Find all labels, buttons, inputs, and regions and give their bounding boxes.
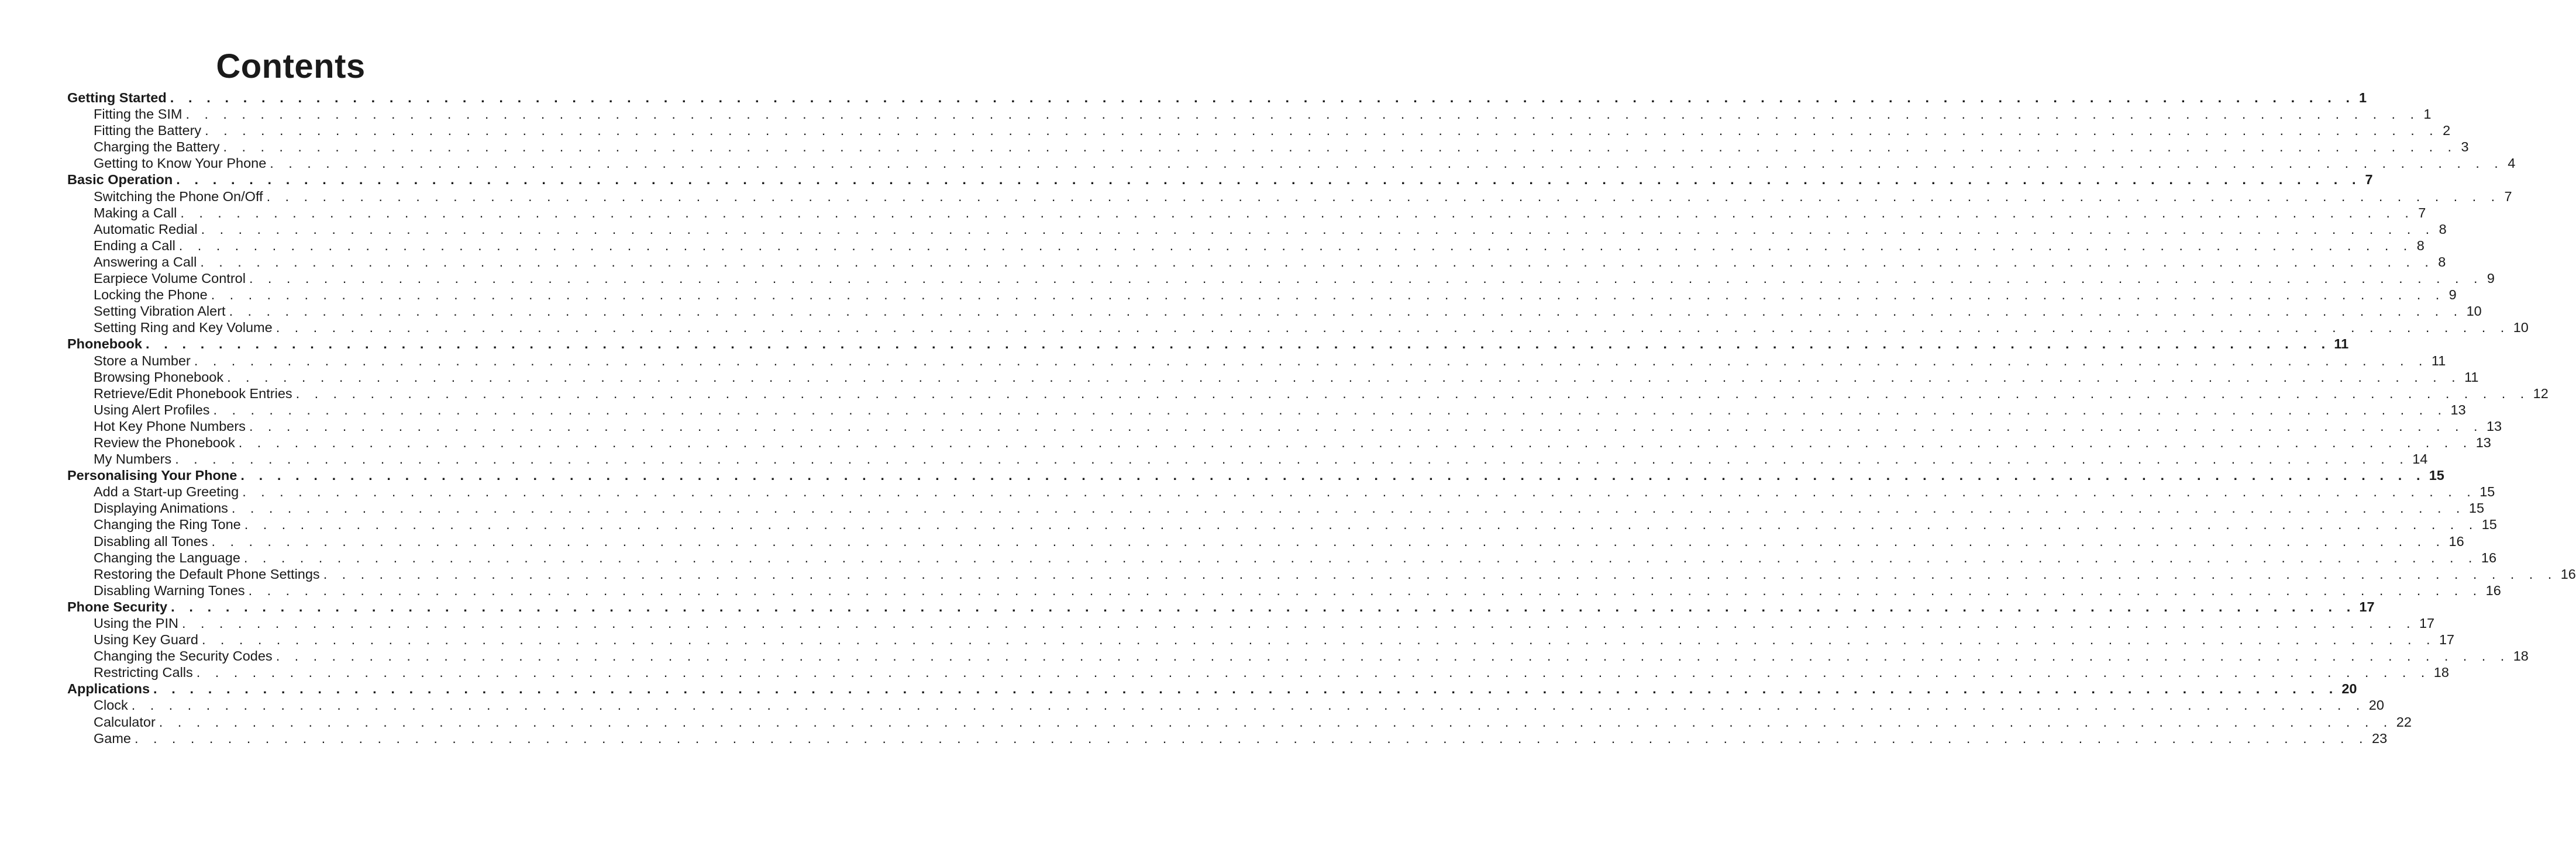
toc-section-entry[interactable] [67, 467, 2444, 483]
dot-leader: . . . . . . . . . . . . . . . . . . . . . . . . . . . . . . . . . . . . . . . . . . . . . . . . . . . . . . . . . . . . . . . . . . . . . . . . . . . . . . . . . . . . . . . . . . . . . . . . . . . . . . . . . . . . . . . . . . . . . . . . [185, 106, 2420, 122]
toc-entry-label: Ending a Call [94, 237, 175, 253]
toc-entry-page-number: 17 [2419, 616, 2435, 631]
toc-entry-page-number: 8 [2438, 254, 2446, 270]
dot-leader: . . . . . . . . . . . . . . . . . . . . . . . . . . . . . . . . . . . . . . . . . . . . . . . . . . . . . . . . . . . . . . . . . . . . . . . . . . . . . . . . . . . . . . . . . . . . . . . . . . . . . . . . . . . . . . . . . . . . . . . . [229, 303, 2463, 319]
toc-entry-label: Phonebook [67, 336, 142, 352]
toc-entry-label: Calculator [94, 714, 156, 730]
toc-entry-label: Fitting the SIM [94, 106, 182, 122]
toc-entry-page-number: 8 [2439, 221, 2447, 237]
toc-entry-label: Applications [67, 681, 150, 697]
toc-entry-page-number: 9 [2448, 287, 2457, 303]
dot-leader: . . . . . . . . . . . . . . . . . . . . . . . . . . . . . . . . . . . . . . . . . . . . . . . . . . . . . . . . . . . . . . . . . . . . . . . . . . . . . . . . . . . . . . . . . . . . . . . . . . . . . . . . . . . . . . . . . . . . . . . . [211, 533, 2446, 549]
toc-entry-page-number: 16 [2560, 566, 2576, 582]
toc-entry-page-number: 16 [2481, 550, 2497, 565]
dot-leader: . . . . . . . . . . . . . . . . . . . . . . . . . . . . . . . . . . . . . . . . . . . . . . . . . . . . . . . . . . . . . . . . . . . . . . . . . . . . . . . . . . . . . . . . . . . . . . . . . . . . . . . . . . . . . . . . . . . . . . . . [249, 418, 2483, 434]
toc-entry-label: Personalising Your Phone [67, 468, 237, 483]
toc-entry[interactable] [67, 402, 2466, 418]
toc-entry[interactable] [67, 319, 2529, 336]
toc-section-entry[interactable] [67, 336, 2349, 352]
toc-entry[interactable] [67, 500, 2485, 516]
toc-entry[interactable] [67, 483, 2495, 500]
toc-entry-page-number: 23 [2372, 730, 2388, 746]
dot-leader: . . . . . . . . . . . . . . . . . . . . . . . . . . . . . . . . . . . . . . . . . . . . . . . . . . . . . . . . . . . . . . . . . . . . . . . . . . . . . . . . . . . . . . . . . . . . . . . . . . . . . . . . . . . . . . . . . . . . . . . . [295, 385, 2530, 401]
toc-entry-label: Phone Security [67, 599, 168, 614]
toc-entry-label: Using the PIN [94, 616, 178, 631]
toc-entry[interactable] [67, 270, 2495, 286]
dot-leader: . . . . . . . . . . . . . . . . . . . . . . . . . . . . . . . . . . . . . . . . . . . . . . . . . . . . . . . . . . . . . . . . . . . . . . . . . . . . . . . . . . . . . . . . . . . . . . . . . . . . . . . . . . . . . . . . . . . . . . . . [171, 599, 2356, 614]
toc-entry[interactable] [67, 385, 2549, 402]
toc-entry-label: Setting Vibration Alert [94, 303, 226, 319]
toc-entry-label: Disabling all Tones [94, 533, 208, 549]
toc-entry-label: Switching the Phone On/Off [94, 188, 263, 204]
toc-section-entry[interactable] [67, 680, 2357, 697]
toc-entry-page-number: 17 [2439, 632, 2455, 648]
toc-entry-page-number: 15 [2468, 500, 2485, 516]
dot-leader: . . . . . . . . . . . . . . . . . . . . . . . . . . . . . . . . . . . . . . . . . . . . . . . . . . . . . . . . . . . . . . . . . . . . . . . . . . . . . . . . . . . . . . . . . . . . . . . . . . . . . . . . . . . . . . . . . . . . . . . . [213, 402, 2447, 417]
toc-entry-label: Changing the Language [94, 550, 240, 565]
toc-entry-label: Store a Number [94, 353, 191, 368]
toc-entry-label: Answering a Call [94, 254, 197, 270]
toc-entry-label: Changing the Ring Tone [94, 517, 241, 533]
toc-entry-page-number: 10 [2466, 303, 2482, 319]
dot-leader: . . . . . . . . . . . . . . . . . . . . . . . . . . . . . . . . . . . . . . . . . . . . . . . . . . . . . . . . . . . . . . . . . . . . . . . . . . . . . . . . . . . . . . . . . . . . . . . . . . . . . . . . . . . . . . . . . . . . . . . . [145, 336, 2331, 352]
toc-entry-page-number: 10 [2513, 320, 2529, 336]
toc-entry[interactable] [67, 533, 2464, 550]
toc-entry-page-number: 13 [2486, 418, 2502, 434]
toc-entry-label: Basic Operation [67, 172, 173, 188]
toc-section-entry[interactable] [67, 89, 2367, 106]
toc-entry-label: Fitting the Battery [94, 123, 202, 139]
toc-entry[interactable] [67, 303, 2482, 319]
dot-leader: . . . . . . . . . . . . . . . . . . . . . . . . . . . . . . . . . . . . . . . . . . . . . . . . . . . . . . . . . . . . . . . . . . . . . . . . . . . . . . . . . . . . . . . . . . . . . . . . . . . . . . . . . . . . . . . . . . . . . . . . [270, 156, 2504, 171]
dot-leader: . . . . . . . . . . . . . . . . . . . . . . . . . . . . . . . . . . . . . . . . . . . . . . . . . . . . . . . . . . . . . . . . . . . . . . . . . . . . . . . . . . . . . . . . . . . . . . . . . . . . . . . . . . . . . . . . . . . . . . . . [275, 648, 2510, 664]
toc-entry-label: Restricting Calls [94, 665, 193, 680]
toc-entry-page-number: 22 [2396, 714, 2412, 730]
toc-entry-page-number: 8 [2416, 237, 2425, 253]
toc-entry-page-number: 17 [2359, 599, 2375, 614]
toc-entry-page-number: 4 [2508, 156, 2516, 171]
toc-entry[interactable] [67, 369, 2479, 385]
toc-entry-page-number: 11 [2334, 336, 2349, 352]
toc-section-entry[interactable] [67, 599, 2375, 615]
toc-entry-label: Game [94, 730, 131, 746]
dot-leader: . . . . . . . . . . . . . . . . . . . . . . . . . . . . . . . . . . . . . . . . . . . . . . . . . . . . . . . . . . . . . . . . . . . . . . . . . . . . . . . . . . . . . . . . . . . . . . . . . . . . . . . . . . . . . . . . . . . . . . . . [223, 139, 2457, 155]
toc-entry[interactable] [67, 139, 2469, 155]
toc-entry-label: Disabling Warning Tones [94, 582, 245, 598]
toc-entry-page-number: 12 [2533, 385, 2549, 401]
toc-entry-label: Locking the Phone [94, 287, 208, 303]
toc-entry-page-number: 16 [2485, 582, 2501, 598]
toc-entry[interactable] [67, 730, 2388, 747]
toc-entry-page-number: 9 [2487, 271, 2495, 286]
dot-leader: . . . . . . . . . . . . . . . . . . . . . . . . . . . . . . . . . . . . . . . . . . . . . . . . . . . . . . . . . . . . . . . . . . . . . . . . . . . . . . . . . . . . . . . . . . . . . . . . . . . . . . . . . . . . . . . . . . . . . . . . [231, 500, 2465, 516]
toc-entry[interactable] [67, 106, 2432, 122]
dot-leader: . . . . . . . . . . . . . . . . . . . . . . . . . . . . . . . . . . . . . . . . . . . . . . . . . . . . . . . . . . . . . . . . . . . . . . . . . . . . . . . . . . . . . . . . . . . . . . . . . . . . . . . . . . . . . . . . . . . . . . . . [243, 550, 2478, 565]
toc-entry-page-number: 15 [2481, 517, 2497, 533]
toc-entry-page-number: 7 [2365, 172, 2373, 188]
toc-entry[interactable] [67, 550, 2497, 566]
toc-entry-page-number: 16 [2448, 533, 2464, 549]
dot-leader: . . . . . . . . . . . . . . . . . . . . . . . . . . . . . . . . . . . . . . . . . . . . . . . . . . . . . . . . . . . . . . . . . . . . . . . . . . . . . . . . . . . . . . . . . . . . . . . . . . . . . . . . . . . . . . . . . . . . . . . . [211, 287, 2445, 303]
toc-entry[interactable] [67, 237, 2425, 254]
toc-entry-label: Making a Call [94, 205, 177, 220]
dot-leader: . . . . . . . . . . . . . . . . . . . . . . . . . . . . . . . . . . . . . . . . . . . . . . . . . . . . . . . . . . . . . . . . . . . . . . . . . . . . . . . . . . . . . . . . . . . . . . . . . . . . . . . . . . . . . . . . . . . . . . . . [170, 90, 2355, 105]
dot-leader: . . . . . . . . . . . . . . . . . . . . . . . . . . . . . . . . . . . . . . . . . . . . . . . . . . . . . . . . . . . . . . . . . . . . . . . . . . . . . . . . . . . . . . . . . . . . . . . . . . . . . . . . . . . . . . . . . . . . . . . . [135, 730, 2368, 746]
toc-entry-label: Changing the Security Codes [94, 648, 273, 664]
toc-entry-page-number: 11 [2431, 353, 2446, 368]
toc-entry-label: Using Key Guard [94, 632, 198, 648]
toc-entry-label: Review the Phonebook [94, 434, 235, 450]
toc-entry[interactable] [67, 122, 2451, 139]
dot-leader: . . . . . . . . . . . . . . . . . . . . . . . . . . . . . . . . . . . . . . . . . . . . . . . . . . . . . . . . . . . . . . . . . . . . . . . . . . . . . . . . . . . . . . . . . . . . . . . . . . . . . . . . . . . . . . . . . . . . . . . . [205, 123, 2439, 139]
toc-entry[interactable] [67, 697, 2384, 713]
toc-entry[interactable] [67, 648, 2529, 664]
toc-entry[interactable] [67, 714, 2412, 730]
toc-entry-page-number: 15 [2479, 484, 2495, 500]
table-of-contents [67, 89, 2576, 747]
toc-entry[interactable] [67, 631, 2455, 648]
toc-entry-label: Add a Start-up Greeting [94, 484, 239, 500]
toc-entry-page-number: 20 [2368, 697, 2384, 713]
toc-entry-label: Setting Ring and Key Volume [94, 320, 273, 336]
dot-leader: . . . . . . . . . . . . . . . . . . . . . . . . . . . . . . . . . . . . . . . . . . . . . . . . . . . . . . . . . . . . . . . . . . . . . . . . . . . . . . . . . . . . . . . . . . . . . . . . . . . . . . . . . . . . . . . . . . . . . . . . [275, 320, 2510, 336]
dot-leader: . . . . . . . . . . . . . . . . . . . . . . . . . . . . . . . . . . . . . . . . . . . . . . . . . . . . . . . . . . . . . . . . . . . . . . . . . . . . . . . . . . . . . . . . . . . . . . . . . . . . . . . . . . . . . . . . . . . . . . . . [242, 484, 2477, 500]
dot-leader: . . . . . . . . . . . . . . . . . . . . . . . . . . . . . . . . . . . . . . . . . . . . . . . . . . . . . . . . . . . . . . . . . . . . . . . . . . . . . . . . . . . . . . . . . . . . . . . . . . . . . . . . . . . . . . . . . . . . . . . . [181, 616, 2416, 631]
toc-entry-label: Browsing Phonebook [94, 369, 224, 385]
toc-entry-page-number: 13 [2450, 402, 2466, 417]
page-title: Contents [216, 47, 366, 85]
dot-leader: . . . . . . . . . . . . . . . . . . . . . . . . . . . . . . . . . . . . . . . . . . . . . . . . . . . . . . . . . . . . . . . . . . . . . . . . . . . . . . . . . . . . . . . . . . . . . . . . . . . . . . . . . . . . . . . . . . . . . . . . [238, 434, 2472, 450]
toc-entry-page-number: 7 [2504, 188, 2512, 204]
toc-entry[interactable] [67, 664, 2449, 680]
toc-entry-page-number: 2 [2443, 123, 2451, 139]
toc-entry[interactable] [67, 451, 2428, 467]
toc-entry-page-number: 20 [2341, 681, 2357, 697]
dot-leader: . . . . . . . . . . . . . . . . . . . . . . . . . . . . . . . . . . . . . . . . . . . . . . . . . . . . . . . . . . . . . . . . . . . . . . . . . . . . . . . . . . . . . . . . . . . . . . . . . . . . . . . . . . . . . . . . . . . . . . . . [201, 632, 2436, 648]
toc-entry-label: Getting Started [67, 90, 167, 105]
toc-entry-page-number: 3 [2461, 139, 2469, 155]
toc-entry-label: Retrieve/Edit Phonebook Entries [94, 385, 292, 401]
toc-entry-page-number: 15 [2429, 468, 2444, 483]
dot-leader: . . . . . . . . . . . . . . . . . . . . . . . . . . . . . . . . . . . . . . . . . . . . . . . . . . . . . . . . . . . . . . . . . . . . . . . . . . . . . . . . . . . . . . . . . . . . . . . . . . . . . . . . . . . . . . . . . . . . . . . . [200, 254, 2434, 270]
toc-entry-page-number: 11 [2464, 369, 2479, 385]
toc-entry-label: Displaying Animations [94, 500, 228, 516]
dot-leader: . . . . . . . . . . . . . . . . . . . . . . . . . . . . . . . . . . . . . . . . . . . . . . . . . . . . . . . . . . . . . . . . . . . . . . . . . . . . . . . . . . . . . . . . . . . . . . . . . . . . . . . . . . . . . . . . . . . . . . . . [194, 353, 2428, 368]
toc-entry[interactable] [67, 434, 2491, 451]
toc-entry[interactable] [67, 254, 2446, 270]
toc-entry[interactable] [67, 221, 2447, 237]
toc-entry[interactable] [67, 582, 2501, 599]
dot-leader: . . . . . . . . . . . . . . . . . . . . . . . . . . . . . . . . . . . . . . . . . . . . . . . . . . . . . . . . . . . . . . . . . . . . . . . . . . . . . . . . . . . . . . . . . . . . . . . . . . . . . . . . . . . . . . . . . . . . . . . . [266, 188, 2501, 204]
toc-entry[interactable] [67, 188, 2512, 205]
toc-entry-page-number: 1 [2359, 90, 2367, 105]
dot-leader: . . . . . . . . . . . . . . . . . . . . . . . . . . . . . . . . . . . . . . . . . . . . . . . . . . . . . . . . . . . . . . . . . . . . . . . . . . . . . . . . . . . . . . . . . . . . . . . . . . . . . . . . . . . . . . . . . . . . . . . . [240, 468, 2426, 483]
toc-entry-label: Hot Key Phone Numbers [94, 418, 246, 434]
dot-leader: . . . . . . . . . . . . . . . . . . . . . . . . . . . . . . . . . . . . . . . . . . . . . . . . . . . . . . . . . . . . . . . . . . . . . . . . . . . . . . . . . . . . . . . . . . . . . . . . . . . . . . . . . . . . . . . . . . . . . . . . [244, 517, 2478, 533]
toc-entry-label: Clock [94, 697, 128, 713]
toc-entry[interactable] [67, 566, 2576, 582]
dot-leader: . . . . . . . . . . . . . . . . . . . . . . . . . . . . . . . . . . . . . . . . . . . . . . . . . . . . . . . . . . . . . . . . . . . . . . . . . . . . . . . . . . . . . . . . . . . . . . . . . . . . . . . . . . . . . . . . . . . . . . . . [153, 681, 2339, 697]
toc-entry[interactable] [67, 516, 2497, 533]
toc-section-entry[interactable] [67, 171, 2373, 188]
dot-leader: . . . . . . . . . . . . . . . . . . . . . . . . . . . . . . . . . . . . . . . . . . . . . . . . . . . . . . . . . . . . . . . . . . . . . . . . . . . . . . . . . . . . . . . . . . . . . . . . . . . . . . . . . . . . . . . . . . . . . . . . [180, 205, 2415, 220]
dot-leader: . . . . . . . . . . . . . . . . . . . . . . . . . . . . . . . . . . . . . . . . . . . . . . . . . . . . . . . . . . . . . . . . . . . . . . . . . . . . . . . . . . . . . . . . . . . . . . . . . . . . . . . . . . . . . . . . . . . . . . . . [249, 271, 2483, 286]
dot-leader: . . . . . . . . . . . . . . . . . . . . . . . . . . . . . . . . . . . . . . . . . . . . . . . . . . . . . . . . . . . . . . . . . . . . . . . . . . . . . . . . . . . . . . . . . . . . . . . . . . . . . . . . . . . . . . . . . . . . . . . . [201, 221, 2435, 237]
dot-leader: . . . . . . . . . . . . . . . . . . . . . . . . . . . . . . . . . . . . . . . . . . . . . . . . . . . . . . . . . . . . . . . . . . . . . . . . . . . . . . . . . . . . . . . . . . . . . . . . . . . . . . . . . . . . . . . . . . . . . . . . [323, 566, 2557, 582]
dot-leader: . . . . . . . . . . . . . . . . . . . . . . . . . . . . . . . . . . . . . . . . . . . . . . . . . . . . . . . . . . . . . . . . . . . . . . . . . . . . . . . . . . . . . . . . . . . . . . . . . . . . . . . . . . . . . . . . . . . . . . . . [178, 237, 2413, 253]
dot-leader: . . . . . . . . . . . . . . . . . . . . . . . . . . . . . . . . . . . . . . . . . . . . . . . . . . . . . . . . . . . . . . . . . . . . . . . . . . . . . . . . . . . . . . . . . . . . . . . . . . . . . . . . . . . . . . . . . . . . . . . . [227, 369, 2461, 385]
dot-leader: . . . . . . . . . . . . . . . . . . . . . . . . . . . . . . . . . . . . . . . . . . . . . . . . . . . . . . . . . . . . . . . . . . . . . . . . . . . . . . . . . . . . . . . . . . . . . . . . . . . . . . . . . . . . . . . . . . . . . . . . [131, 697, 2365, 713]
toc-entry-page-number: 7 [2418, 205, 2426, 220]
toc-entry-label: Getting to Know Your Phone [94, 156, 267, 171]
toc-entry-label: My Numbers [94, 451, 172, 467]
dot-leader: . . . . . . . . . . . . . . . . . . . . . . . . . . . . . . . . . . . . . . . . . . . . . . . . . . . . . . . . . . . . . . . . . . . . . . . . . . . . . . . . . . . . . . . . . . . . . . . . . . . . . . . . . . . . . . . . . . . . . . . . [175, 451, 2409, 467]
toc-entry-label: Automatic Redial [94, 221, 198, 237]
toc-entry-label: Charging the Battery [94, 139, 220, 155]
toc-entry[interactable] [67, 286, 2457, 303]
toc-entry[interactable] [67, 205, 2426, 221]
toc-entry[interactable] [67, 418, 2502, 434]
toc-entry-label: Restoring the Default Phone Settings [94, 566, 320, 582]
toc-entry-page-number: 13 [2475, 434, 2491, 450]
dot-leader: . . . . . . . . . . . . . . . . . . . . . . . . . . . . . . . . . . . . . . . . . . . . . . . . . . . . . . . . . . . . . . . . . . . . . . . . . . . . . . . . . . . . . . . . . . . . . . . . . . . . . . . . . . . . . . . . . . . . . . . . [248, 582, 2482, 598]
toc-entry[interactable] [67, 155, 2516, 171]
toc-entry-label: Earpiece Volume Control [94, 271, 246, 286]
toc-entry-page-number: 1 [2423, 106, 2432, 122]
toc-entry-page-number: 14 [2412, 451, 2428, 467]
dot-leader: . . . . . . . . . . . . . . . . . . . . . . . . . . . . . . . . . . . . . . . . . . . . . . . . . . . . . . . . . . . . . . . . . . . . . . . . . . . . . . . . . . . . . . . . . . . . . . . . . . . . . . . . . . . . . . . . . . . . . . . . [159, 714, 2393, 730]
toc-entry-label: Using Alert Profiles [94, 402, 210, 417]
toc-entry[interactable] [67, 353, 2446, 369]
dot-leader: . . . . . . . . . . . . . . . . . . . . . . . . . . . . . . . . . . . . . . . . . . . . . . . . . . . . . . . . . . . . . . . . . . . . . . . . . . . . . . . . . . . . . . . . . . . . . . . . . . . . . . . . . . . . . . . . . . . . . . . . [196, 665, 2430, 680]
toc-entry-page-number: 18 [2513, 648, 2529, 664]
toc-entry-page-number: 18 [2433, 665, 2449, 680]
dot-leader: . . . . . . . . . . . . . . . . . . . . . . . . . . . . . . . . . . . . . . . . . . . . . . . . . . . . . . . . . . . . . . . . . . . . . . . . . . . . . . . . . . . . . . . . . . . . . . . . . . . . . . . . . . . . . . . . . . . . . . . . [176, 172, 2361, 188]
toc-entry[interactable] [67, 615, 2435, 631]
